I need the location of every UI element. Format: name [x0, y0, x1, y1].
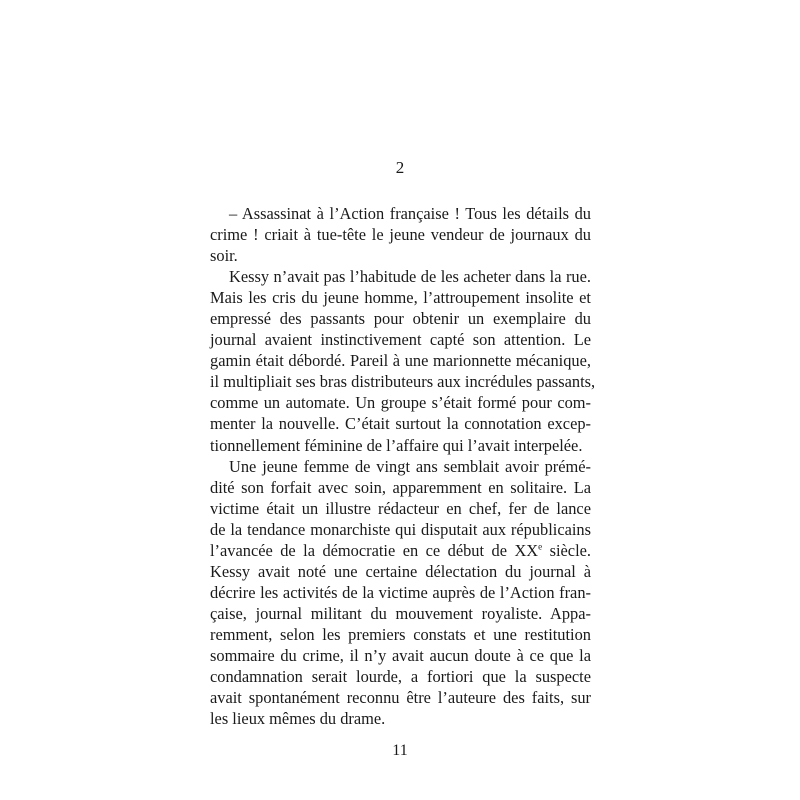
text-line: Kessy avait noté une certaine délectation du journal à	[210, 561, 591, 581]
text-line: – Assassinat à l’Action française ! Tous les détails du	[229, 204, 591, 223]
text-line: empressé des passants pour obtenir un exemplaire du	[210, 309, 591, 329]
text-line: de la tendance monarchiste qui disputait aux républicains	[210, 519, 591, 539]
text-line: dité son forfait avec soin, apparemment en solitaire. La	[210, 477, 591, 497]
text-line-century	[210, 540, 591, 561]
text-line: menter la nouvelle. C’était surtout la connotation excep-	[210, 414, 591, 434]
text-line: Kessy n’avait pas l’habitude de les acheter dans la rue.	[229, 267, 591, 287]
paragraph-3	[210, 456, 591, 730]
text-line: remment, selon les premiers constats et une restitution	[210, 624, 591, 644]
text-line: tionnellement féminine de l’affaire qui l’avait interpelée.	[210, 435, 583, 455]
text-line: Mais les cris du jeune homme, l’attroupement insolite et	[210, 288, 591, 308]
text-line: sommaire du crime, il n’y avait aucun doute à ce que la	[210, 645, 591, 665]
text-line: il multipliait ses bras distributeurs aux incrédules passants,	[210, 372, 596, 392]
text-line: crime ! criait à tue-tête le jeune vendeur de journaux du	[210, 225, 591, 245]
paragraph-1	[210, 203, 591, 266]
text-line: victime était un illustre rédacteur en chef, fer de lance	[210, 498, 591, 518]
page-number: 11	[392, 742, 408, 759]
text-line: avait spontanément reconnu être l’auteure des faits, sur	[210, 688, 591, 708]
body-text	[210, 203, 596, 729]
text-line: condamnation serait lourde, a fortiori que la suspecte	[210, 667, 591, 687]
text-line: çaise, journal militant du mouvement royaliste. Appa-	[210, 603, 591, 623]
text-line: Une jeune femme de vingt ans semblait avoir prémé-	[229, 456, 591, 476]
text-line: soir.	[210, 246, 238, 266]
paragraph-2	[210, 266, 596, 455]
century-suffix: siècle.	[542, 540, 591, 560]
text-line: journal avaient instinctivement capté son attention. Le	[210, 330, 591, 350]
text-line-century-main: l’avancée de la démocratie en ce début de XX	[210, 540, 539, 560]
chapter-number: 2	[395, 158, 405, 177]
text-line: les lieux mêmes du drame.	[210, 709, 386, 729]
century-superscript: e	[538, 541, 543, 552]
text-line: gamin était débordé. Pareil à une marionnette mécanique,	[210, 351, 591, 371]
text-line: décrire les activités de la victime auprès de l’Action fran-	[210, 582, 591, 602]
text-line: comme un automate. Un groupe s’était formé pour com-	[210, 393, 591, 413]
